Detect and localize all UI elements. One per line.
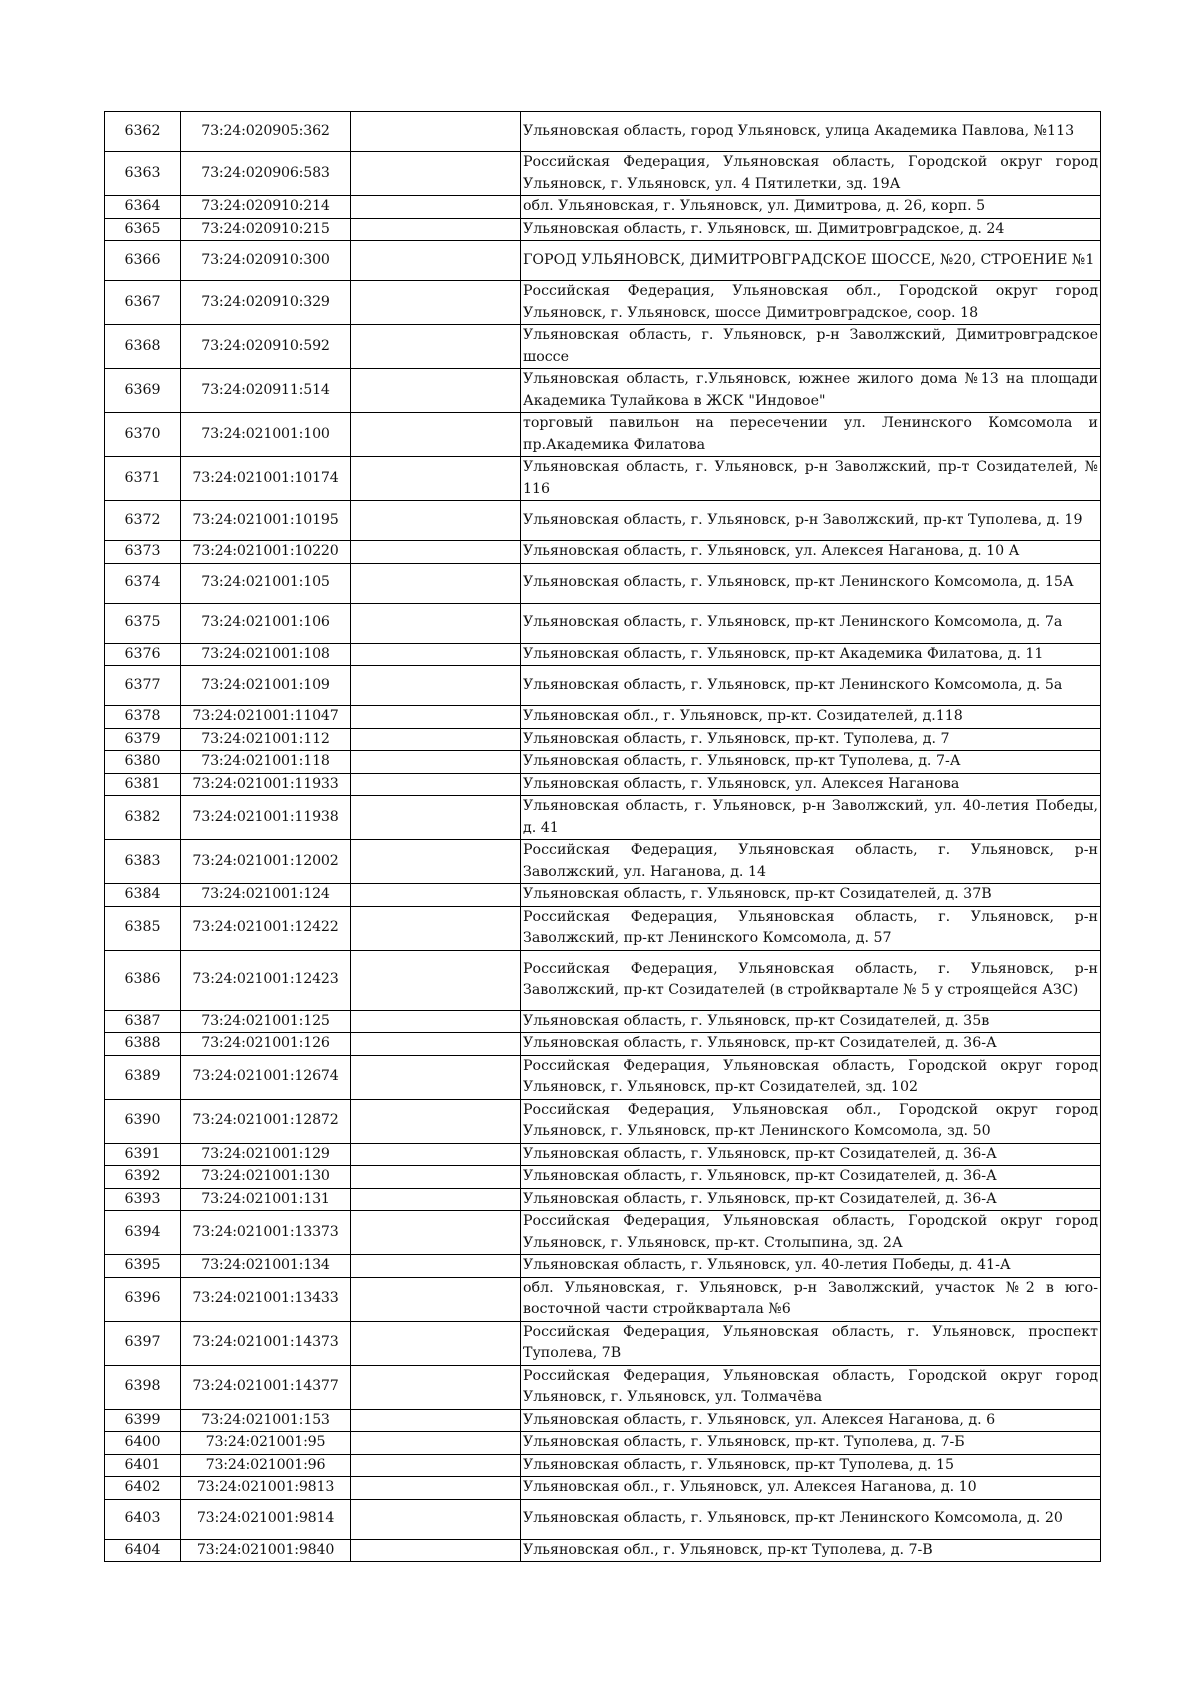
object-address: Ульяновская область, г. Ульяновск, пр-кт Ленинского Комсомола, д. 7а [521,603,1101,643]
table-row [105,1010,1101,1033]
row-number: 6395 [105,1255,181,1278]
row-number: 6398 [105,1365,181,1409]
object-name [351,325,521,369]
row-number: 6402 [105,1477,181,1500]
object-name [351,884,521,907]
row-number: 6379 [105,728,181,751]
object-address: Ульяновская обл., г. Ульяновск, пр-кт. Созидателей, д.118 [521,706,1101,729]
cadastral-number: 73:24:021001:118 [181,751,351,774]
object-address: Ульяновская область, г. Ульяновск, пр-кт Созидателей, д. 36-А [521,1033,1101,1056]
table-row [105,563,1101,603]
row-number: 6380 [105,751,181,774]
cadastral-number: 73:24:021001:125 [181,1010,351,1033]
cadastral-number: 73:24:021001:9814 [181,1499,351,1539]
cadastral-number: 73:24:021001:10220 [181,541,351,564]
table-row [105,773,1101,796]
object-name [351,1321,521,1365]
table-row [105,1166,1101,1189]
row-number: 6382 [105,796,181,840]
cadastral-number: 73:24:021001:109 [181,666,351,706]
table-row [105,751,1101,774]
object-name [351,1365,521,1409]
object-name [351,1499,521,1539]
table-row [105,1277,1101,1321]
object-address: Ульяновская область, г. Ульяновск, ул. Алексея Наганова, д. 10 А [521,541,1101,564]
cadastral-number: 73:24:021001:12872 [181,1099,351,1143]
table-row [105,218,1101,241]
cadastral-number: 73:24:021001:112 [181,728,351,751]
object-address: Ульяновская область, г. Ульяновск, пр-кт Академика Филатова, д. 11 [521,643,1101,666]
object-name [351,840,521,884]
object-address: Ульяновская область, г. Ульяновск, пр-кт Ленинского Комсомола, д. 5а [521,666,1101,706]
row-number: 6373 [105,541,181,564]
table-row [105,1033,1101,1056]
table-row [105,1409,1101,1432]
object-address: Российская Федерация, Ульяновская область, Городской округ город Ульяновск, г. Ульяновск, пр-кт Созидателей, зд. 102 [521,1055,1101,1099]
object-name [351,1010,521,1033]
object-address: Ульяновская область, г. Ульяновск, пр-кт Созидателей, д. 35в [521,1010,1101,1033]
cadastral-number: 73:24:021001:12422 [181,906,351,950]
object-name [351,666,521,706]
object-name [351,196,521,219]
row-number: 6384 [105,884,181,907]
cadastral-number: 73:24:021001:130 [181,1166,351,1189]
object-address: обл. Ульяновская, г. Ульяновск, ул. Димитрова, д. 26, корп. 5 [521,196,1101,219]
object-address: Ульяновская область, г. Ульяновск, р-н Заволжский, пр-т Созидателей, № 116 [521,457,1101,501]
object-name [351,1143,521,1166]
row-number: 6392 [105,1166,181,1189]
table-row [105,1477,1101,1500]
object-address: Ульяновская область, г. Ульяновск, ш. Димитровградское, д. 24 [521,218,1101,241]
cadastral-number: 73:24:020910:592 [181,325,351,369]
cadastral-number: 73:24:021001:9813 [181,1477,351,1500]
object-name [351,706,521,729]
object-address: Ульяновская область, г. Ульяновск, пр-кт Ленинского Комсомола, д. 15А [521,563,1101,603]
object-address: Ульяновская область, г. Ульяновск, пр-кт Созидателей, д. 36-А [521,1188,1101,1211]
cadastral-number: 73:24:021001:11933 [181,773,351,796]
cadastral-number: 73:24:021001:106 [181,603,351,643]
table-row [105,541,1101,564]
object-name [351,1477,521,1500]
row-number: 6396 [105,1277,181,1321]
table-row [105,413,1101,457]
table-row [105,501,1101,541]
object-address: Российская Федерация, Ульяновская область, г. Ульяновск, проспект Туполева, 7В [521,1321,1101,1365]
object-name [351,751,521,774]
object-address: Российская Федерация, Ульяновская область, Городской округ город Ульяновск, г. Ульяновск, ул. Толмачёва [521,1365,1101,1409]
object-address: Ульяновская обл., г. Ульяновск, ул. Алексея Наганова, д. 10 [521,1477,1101,1500]
object-name [351,281,521,325]
row-number: 6362 [105,112,181,152]
object-address: Ульяновская область, г. Ульяновск, р-н Заволжский, ул. 40-летия Победы, д. 41 [521,796,1101,840]
row-number: 6383 [105,840,181,884]
object-address: Ульяновская область, г. Ульяновск, пр-кт Созидателей, д. 36-А [521,1166,1101,1189]
row-number: 6397 [105,1321,181,1365]
cadastral-number: 73:24:021001:12423 [181,950,351,1010]
object-address: торговый павильон на пересечении ул. Ленинского Комсомола и пр.Академика Филатова [521,413,1101,457]
table-row [105,1188,1101,1211]
table-row [105,643,1101,666]
object-name [351,1166,521,1189]
row-number: 6367 [105,281,181,325]
cadastral-number: 73:24:021001:134 [181,1255,351,1278]
object-address: Ульяновская область, г. Ульяновск, пр-кт Туполева, д. 7-А [521,751,1101,774]
cadastral-number: 73:24:020910:300 [181,241,351,281]
object-name [351,541,521,564]
table-row [105,196,1101,219]
object-name [351,413,521,457]
row-number: 6365 [105,218,181,241]
table-row [105,281,1101,325]
cadastral-number: 73:24:021001:131 [181,1188,351,1211]
table-row [105,906,1101,950]
table-row [105,603,1101,643]
table-row [105,1143,1101,1166]
object-address: Ульяновская область, г. Ульяновск, р-н Заволжский, Димитровградское шоссе [521,325,1101,369]
row-number: 6394 [105,1211,181,1255]
row-number: 6389 [105,1055,181,1099]
table-row [105,706,1101,729]
object-name [351,563,521,603]
row-number: 6386 [105,950,181,1010]
cadastral-number: 73:24:021001:11938 [181,796,351,840]
table-row [105,1499,1101,1539]
row-number: 6370 [105,413,181,457]
row-number: 6374 [105,563,181,603]
object-name [351,1099,521,1143]
object-address: Российская Федерация, Ульяновская область, г. Ульяновск, р-н Заволжский, пр-кт Ленинского Комсомола, д. 57 [521,906,1101,950]
table-row [105,369,1101,413]
row-number: 6399 [105,1409,181,1432]
row-number: 6388 [105,1033,181,1056]
cadastral-number: 73:24:021001:10195 [181,501,351,541]
row-number: 6381 [105,773,181,796]
object-name [351,501,521,541]
object-name [351,1409,521,1432]
table-row [105,1432,1101,1455]
cadastral-number: 73:24:021001:13373 [181,1211,351,1255]
row-number: 6376 [105,643,181,666]
row-number: 6391 [105,1143,181,1166]
row-number: 6366 [105,241,181,281]
cadastral-number: 73:24:021001:108 [181,643,351,666]
object-address: Российская Федерация, Ульяновская область, г. Ульяновск, р-н Заволжский, ул. Наганова, д. 14 [521,840,1101,884]
cadastral-number: 73:24:020910:215 [181,218,351,241]
object-name [351,773,521,796]
object-address: Российская Федерация, Ульяновская область, г. Ульяновск, р-н Заволжский, пр-кт Созидателей (в стройквартале № 5 у строящейся АЗС) [521,950,1101,1010]
object-name [351,1255,521,1278]
cadastral-number: 73:24:020905:362 [181,112,351,152]
cadastral-number: 73:24:021001:13433 [181,1277,351,1321]
table-row [105,796,1101,840]
row-number: 6404 [105,1539,181,1562]
table-row [105,1539,1101,1562]
table-row [105,1255,1101,1278]
cadastral-number: 73:24:021001:100 [181,413,351,457]
cadastral-number: 73:24:021001:9840 [181,1539,351,1562]
row-number: 6369 [105,369,181,413]
object-name [351,1539,521,1562]
object-address: обл. Ульяновская, г. Ульяновск, р-н Заволжский, участок №2 в юго-восточной части стройквартала №6 [521,1277,1101,1321]
table-row [105,884,1101,907]
object-address: Ульяновская область, г. Ульяновск, ул. Алексея Наганова [521,773,1101,796]
table-row [105,1211,1101,1255]
table-row [105,152,1101,196]
table-row [105,1321,1101,1365]
object-name [351,1432,521,1455]
object-address: Российская Федерация, Ульяновская область, Городской округ город Ульяновск, г. Ульяновск, пр-кт. Столыпина, зд. 2А [521,1211,1101,1255]
object-address: Российская Федерация, Ульяновская обл., Городской округ город Ульяновск, г. Ульяновск, шоссе Димитровградское, соор. 18 [521,281,1101,325]
object-address: Ульяновская область, г. Ульяновск, пр-кт Созидателей, д. 36-А [521,1143,1101,1166]
object-address: Российская Федерация, Ульяновская обл., Городской округ город Ульяновск, г. Ульяновск, пр-кт Ленинского Комсомола, зд. 50 [521,1099,1101,1143]
object-name [351,369,521,413]
object-address: Ульяновская область, г. Ульяновск, пр-кт Созидателей, д. 37В [521,884,1101,907]
object-address: Ульяновская область, г. Ульяновск, пр-кт Ленинского Комсомола, д. 20 [521,1499,1101,1539]
table-row [105,950,1101,1010]
cadastral-number: 73:24:020910:214 [181,196,351,219]
object-name [351,112,521,152]
object-address: Ульяновская область, г. Ульяновск, ул. 40-летия Победы, д. 41-А [521,1255,1101,1278]
object-name [351,152,521,196]
registry-body [105,112,1101,1562]
row-number: 6363 [105,152,181,196]
cadastral-number: 73:24:020910:329 [181,281,351,325]
object-name [351,241,521,281]
table-row [105,1454,1101,1477]
cadastral-number: 73:24:021001:14377 [181,1365,351,1409]
object-address: ГОРОД УЛЬЯНОВСК, ДИМИТРОВГРАДСКОЕ ШОССЕ, №20, СТРОЕНИЕ №1 [521,241,1101,281]
cadastral-number: 73:24:021001:153 [181,1409,351,1432]
table-row [105,840,1101,884]
object-name [351,796,521,840]
table-row [105,728,1101,751]
row-number: 6401 [105,1454,181,1477]
cadastral-number: 73:24:021001:12002 [181,840,351,884]
object-address: Ульяновская область, г. Ульяновск, пр-кт Туполева, д. 15 [521,1454,1101,1477]
object-address: Ульяновская область, г. Ульяновск, пр-кт. Туполева, д. 7-Б [521,1432,1101,1455]
object-name [351,1454,521,1477]
object-name [351,1277,521,1321]
table-row [105,241,1101,281]
object-address: Ульяновская обл., г. Ульяновск, пр-кт Туполева, д. 7-В [521,1539,1101,1562]
cadastral-number: 73:24:021001:95 [181,1432,351,1455]
cadastral-number: 73:24:021001:126 [181,1033,351,1056]
object-name [351,728,521,751]
object-name [351,603,521,643]
object-name [351,457,521,501]
cadastral-number: 73:24:021001:96 [181,1454,351,1477]
row-number: 6390 [105,1099,181,1143]
object-name [351,1033,521,1056]
cadastral-number: 73:24:020906:583 [181,152,351,196]
object-name [351,906,521,950]
cadastral-number: 73:24:020911:514 [181,369,351,413]
cadastral-number: 73:24:021001:124 [181,884,351,907]
object-address: Ульяновская область, город Ульяновск, улица Академика Павлова, №113 [521,112,1101,152]
object-name [351,1188,521,1211]
row-number: 6377 [105,666,181,706]
registry-table [104,111,1101,1562]
object-address: Российская Федерация, Ульяновская область, Городской округ город Ульяновск, г. Ульяновск, ул. 4 Пятилетки, зд. 19А [521,152,1101,196]
object-address: Ульяновская область, г.Ульяновск, южнее жилого дома №13 на площади Академика Тулайкова в ЖСК "Индовое" [521,369,1101,413]
row-number: 6368 [105,325,181,369]
object-name [351,1211,521,1255]
row-number: 6371 [105,457,181,501]
row-number: 6403 [105,1499,181,1539]
cadastral-number: 73:24:021001:11047 [181,706,351,729]
object-address: Ульяновская область, г. Ульяновск, ул. Алексея Наганова, д. 6 [521,1409,1101,1432]
row-number: 6387 [105,1010,181,1033]
cadastral-number: 73:24:021001:129 [181,1143,351,1166]
table-row [105,325,1101,369]
object-address: Ульяновская область, г. Ульяновск, р-н Заволжский, пр-кт Туполева, д. 19 [521,501,1101,541]
row-number: 6378 [105,706,181,729]
object-name [351,950,521,1010]
row-number: 6385 [105,906,181,950]
row-number: 6400 [105,1432,181,1455]
row-number: 6393 [105,1188,181,1211]
row-number: 6375 [105,603,181,643]
cadastral-number: 73:24:021001:14373 [181,1321,351,1365]
object-name [351,218,521,241]
table-row [105,1055,1101,1099]
table-row [105,666,1101,706]
table-row [105,112,1101,152]
row-number: 6364 [105,196,181,219]
cadastral-number: 73:24:021001:12674 [181,1055,351,1099]
table-row [105,1099,1101,1143]
table-row [105,457,1101,501]
object-address: Ульяновская область, г. Ульяновск, пр-кт. Туполева, д. 7 [521,728,1101,751]
object-name [351,643,521,666]
cadastral-number: 73:24:021001:10174 [181,457,351,501]
object-name [351,1055,521,1099]
cadastral-number: 73:24:021001:105 [181,563,351,603]
table-row [105,1365,1101,1409]
row-number: 6372 [105,501,181,541]
